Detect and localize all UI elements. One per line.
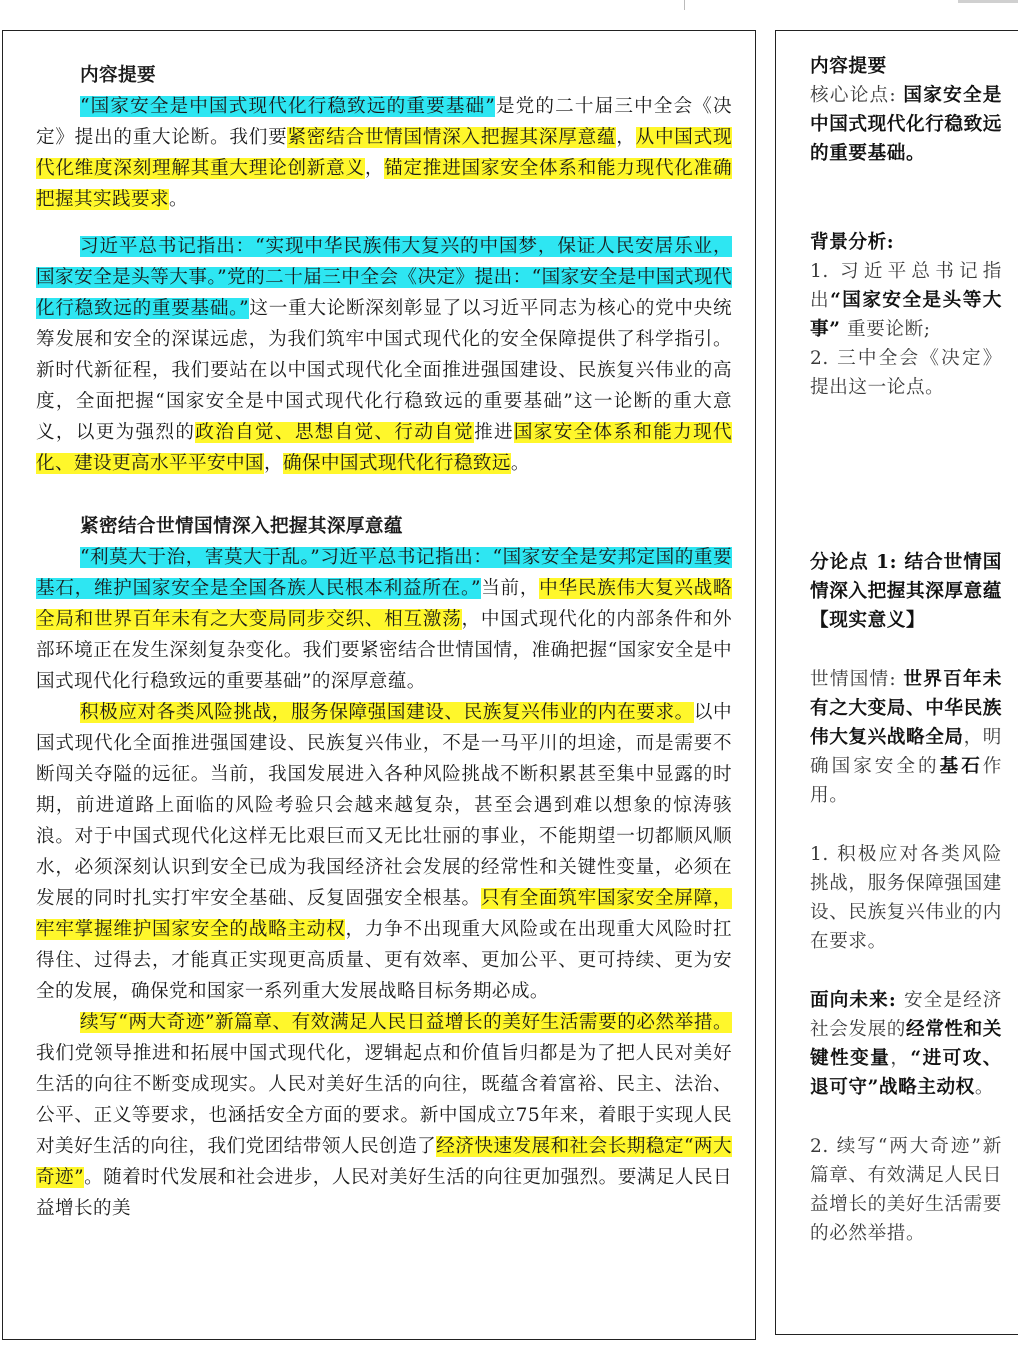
- note-text: 2. 三中全会《决定》提出这一论点。: [810, 348, 1002, 398]
- note-item-2: 2. 续写“两大奇迹”新篇章、有效满足人民日益增长的美好生活需要的必然举措。: [810, 1136, 1002, 1244]
- text-run: ，力争不出现重大风险或在出现重大风险时扛得住、过得去，才能真正实现更高质量、更有效率、更加公平、更可持续、更为安全的发展，确保党和国家一系列重大发展战略目标务期必成。: [36, 919, 732, 1002]
- highlight-yellow: 国家安全体系和能力现代化、建设更高水平平安中国: [36, 422, 732, 474]
- note-label: 面向未来:: [810, 990, 904, 1011]
- text-run: ，: [364, 158, 385, 179]
- note-text: 。: [974, 1077, 995, 1098]
- text-run: ，中国式现代化的内部条件和外部环境正在发生深刻复杂变化。我们要紧密结合世情国情，准确把握“国家安全是中国式现代化行稳致远的重要基础”的深厚意蕴。: [36, 609, 732, 692]
- section-heading-summary: 内容提要: [80, 65, 156, 86]
- highlight-cyan: “利莫大于治，害莫大于乱。”习近平总书记指出：“国家安全是安邦定国的重要基石，维护国家安全是全国各族人民根本利益所在。”: [36, 547, 732, 599]
- note-label: 世情国情:: [810, 669, 904, 690]
- note-text: 重要论断;: [847, 319, 931, 340]
- paragraph: [36, 231, 732, 479]
- text-run: 。随着时代发展和社会进步，人民对美好生活的向往更加强烈。要满足人民日益增长的美: [36, 1167, 732, 1219]
- note-bold: “国家安全是头等大事”: [810, 290, 1002, 340]
- note-label: 核心论点:: [810, 85, 904, 106]
- note-title: 背景分析:: [810, 232, 895, 253]
- note-world-situation: [810, 665, 1002, 810]
- note-future: [810, 986, 1002, 1102]
- highlight-yellow: 积极应对各类风险挑战，服务保障强国建设、民族复兴伟业的内在要求。: [80, 702, 694, 723]
- note-text: ，: [890, 1048, 911, 1069]
- highlight-yellow: 续写“两大奇迹”新篇章、有效满足人民日益增长的美好生活需要的必然举措。: [80, 1012, 732, 1033]
- highlight-yellow: 经济快速发展和社会长期稳定“两大奇迹”: [36, 1136, 732, 1188]
- note-bold: 国家安全是中国式现代化行稳致远的重要基础。: [810, 85, 1002, 164]
- highlight-yellow: 紧密结合世情国情深入把握其深厚意蕴: [287, 127, 617, 148]
- note-text: 1. 习近平总书记指出: [810, 261, 1002, 311]
- note-summary: [810, 52, 1002, 168]
- highlight-yellow: 锚定推进国家安全体系和能力现代化准确把握其实践要求: [36, 158, 732, 210]
- top-bar: [0, 0, 1018, 10]
- text-run: 以中国式现代化全面推进强国建设、民族复兴伟业，不是一马平川的坦途，而是需要不断闯关夺隘的远征。当前，我国发展进入各种风险挑战不断积累甚至集中显露的时期，前进道路上面临的风险考验只会越来越复杂，甚至会遇到难以想象的惊涛骇浪。对于中国式现代化这样无比艰巨而又无比壮丽的事业，不能期望一切都顺风顺水，必须深刻认识到安全已成为我国经济社会发展的经常性和关键性变量，必须在发展的同时扎实打牢安全基础、反复固强安全根基。: [36, 702, 732, 909]
- highlight-yellow: 中华民族伟大复兴战略全局和世界百年未有之大变局同步交织、相互激荡: [36, 578, 732, 630]
- side-notes: [810, 52, 1002, 1248]
- highlight-cyan: “国家安全是中国式现代化行稳致远的重要基础”: [80, 96, 496, 117]
- highlight-yellow: 确保中国式现代化行稳致远: [282, 453, 511, 474]
- text-run: 推进: [474, 422, 514, 443]
- paragraph: [36, 542, 732, 697]
- text-run: 当前，: [480, 578, 540, 599]
- note-item-1: 1. 积极应对各类风险挑战，服务保障强国建设、民族复兴伟业的内在要求。: [810, 844, 1002, 952]
- top-tab: [958, 0, 1018, 3]
- paragraph: [36, 91, 732, 215]
- note-bold: 经常性和关键性变量: [810, 1019, 1002, 1069]
- note-title: 内容提要: [810, 56, 887, 77]
- text-run: 是党的二十届三中全会《决定》提出的重大论断。我们要: [36, 96, 732, 148]
- paragraph: [36, 1007, 732, 1224]
- text-run: 。: [168, 189, 188, 210]
- note-bold: 基石: [939, 756, 983, 777]
- highlight-yellow: 从中国式现代化维度深刻理解其重大理论创新意义: [36, 127, 732, 179]
- note-background: [810, 228, 1002, 402]
- highlight-yellow: 政治自觉、思想自觉、行动自觉: [195, 422, 475, 443]
- note-text: 作用。: [810, 756, 1002, 806]
- highlight-cyan: 习近平总书记指出：“实现中华民族伟大复兴的中国梦，保证人民安居乐业，国家安全是头等大事。”党的二十届三中全会《决定》提出：“国家安全是中国式现代化行稳致远的重要基础。”: [36, 236, 732, 319]
- section-heading-context: 紧密结合世情国情深入把握其深厚意蕴: [80, 516, 403, 537]
- text-run: 。: [510, 453, 530, 474]
- note-text: ，明确国家安全的: [810, 727, 1002, 777]
- text-run: ，: [263, 453, 283, 474]
- highlight-yellow: 只有全面筑牢国家安全屏障，牢牢掌握维护国家安全的战略主动权: [36, 888, 732, 940]
- note-subpoint-1: [810, 548, 1002, 635]
- text-run: 我们党领导推进和拓展中国式现代化，逻辑起点和价值旨归都是为了把人民对美好生活的向往不断变成现实。人民对美好生活的向往，既蕴含着富裕、民主、法治、公平、正义等要求，也涵括安全方面的要求。新中国成立75年来，着眼于实现人民对美好生活的向往，我们党团结带领人民创造了: [36, 1043, 732, 1157]
- text-run: ，: [616, 127, 636, 148]
- top-divider: [684, 0, 685, 10]
- paragraph: [36, 697, 732, 1007]
- text-run: 这一重大论断深刻彰显了以习近平同志为核心的党中央统筹发展和安全的深谋远虑，为我们筑牢中国式现代化的安全保障提供了科学指引。新时代新征程，我们要站在以中国式现代化全面推进强国建设、民族复兴伟业的高度，全面把握“国家安全是中国式现代化行稳致远的重要基础”这一论断的重大意义，以更为强烈的: [36, 298, 732, 443]
- note-title: 分论点 1: 结合世情国情深入把握其深厚意蕴【现实意义】: [810, 552, 1002, 631]
- note-bold: 世界百年未有之大变局、中华民族伟大复兴战略全局: [810, 669, 1002, 748]
- note-text: 安全是经济社会发展的: [810, 990, 1002, 1040]
- note-bold: “进可攻、退可守”战略主动权: [810, 1048, 1002, 1098]
- main-content: [36, 60, 732, 1224]
